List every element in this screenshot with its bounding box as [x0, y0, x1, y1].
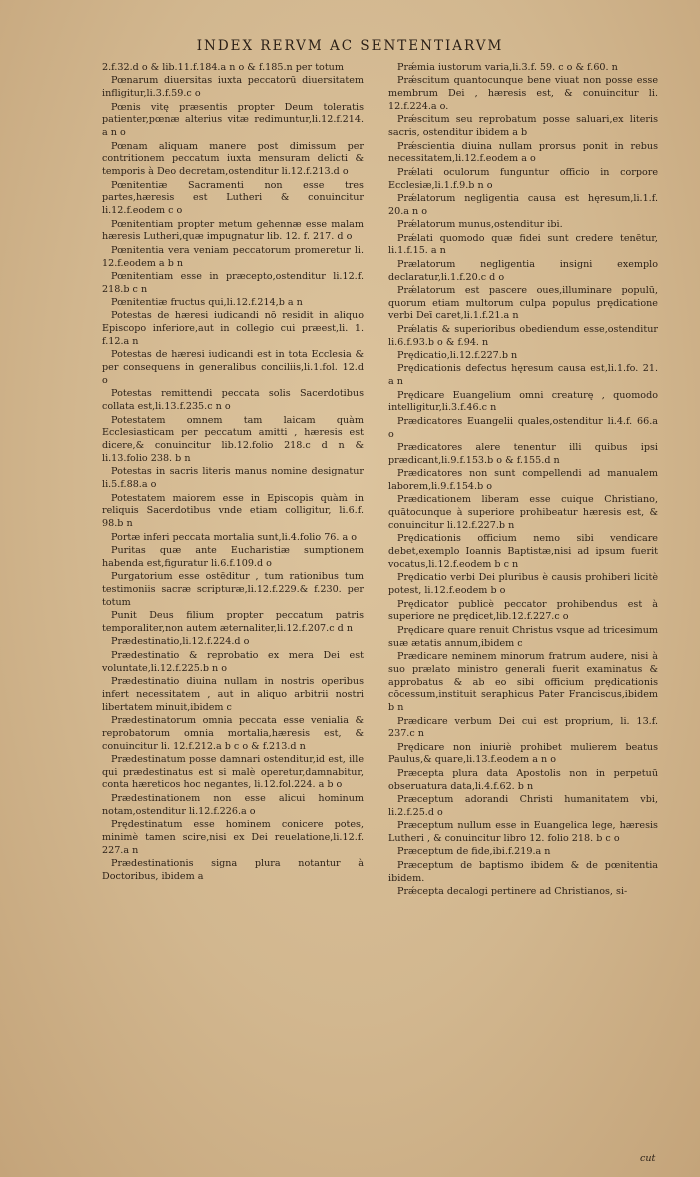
- index-entry: Prædestinatio & reprobatio ex mera Dei est voluntate,li.12.f.225.b n o: [102, 649, 364, 674]
- index-entry: Prędicare Euangelium omni creaturę , quomodo intelligitur,li.3.f.46.c n: [388, 389, 658, 414]
- index-entry: Prædicare verbum Dei cui est proprium, li. 13.f. 237.c n: [388, 715, 658, 740]
- index-entry: Prædestinatorum omnia peccata esse venialia & reprobatorum omnia mortalia,hæresis est, & conuincitur li. 12.f.212.a b c o & f.213.d n: [102, 714, 364, 752]
- index-entry: Prędicatio,li.12.f.227.b n: [397, 350, 518, 362]
- index-entry: Prǽscientia diuina nullam prorsus ponit in rebus necessitatem,li.12.f.eodem a o: [388, 140, 658, 165]
- index-entry: Prǽlati oculorum funguntur officio in corpore Ecclesiæ,li.1.f.9.b n o: [388, 166, 658, 191]
- index-entry: Purgatorium esse ostēditur , tum rationibus tum testimoniis sacræ scripturæ,li.12.f.229.& f.230. per totum: [102, 571, 364, 608]
- index-entry: Prędicatio verbi Dei pluribus è causis prohiberi licitè potest, li.12.f.eodem b o: [388, 572, 658, 597]
- index-entry: Pœnarum diuersitas iuxta peccatorū diuersitatem infligitur,li.3.f.59.c o: [102, 75, 364, 100]
- index-entry: Præceptum de fide,ibi.f.219.a n: [397, 846, 551, 858]
- index-entry: Portæ inferi peccata mortalia sunt,li.4.folio 76. a o: [111, 531, 358, 543]
- index-entry: Prædicatores non sunt compellendi ad manualem laborem,li.9.f.154.b o: [388, 468, 658, 492]
- index-entry: Prǽlatorum est pascere oues,illuminare populū, quorum etiam multorum culpa populus prędicatione verbi Deī caret,li.1.f.21.a n: [388, 284, 658, 322]
- index-entry: Puritas quæ ante Eucharistiæ sumptionem habenda est,figuratur li.6.f.109.d o: [102, 544, 364, 569]
- index-entry: Prǽlati quomodo quæ fidei sunt credere tenētur, li.1.f.15. a n: [388, 232, 658, 257]
- index-entry: Pœnitentiam propter metum gehennæ esse malam hæresis Lutheri,quæ impugnatur lib. 12. f. 217. d o: [102, 218, 364, 243]
- right-column: [388, 62, 658, 899]
- index-entry: Prędicator publicè peccator prohibendus est à superiore ne prędicet,lib.12.f.227.c o: [388, 598, 658, 623]
- index-entry: Prǽscitum quantocunque bene viuat non posse esse membrum Dei , hæresis est, & conuincitur li. 12.f.224.a o.: [388, 75, 658, 112]
- index-entry: Potestatem maiorem esse in Episcopis quàm in reliquis Sacerdotibus vnde etiam colligitur, li.6.f. 98.b n: [102, 492, 364, 530]
- index-entry: Prædestinatio diuina nullam in nostris operibus infert necessitatem , aut in aliquo arbitrii nostri libertatem minuit,ibidem c: [102, 675, 364, 713]
- index-entry: Pœnitentiæ Sacramenti non esse tres partes,hæresis est Lutheri & conuincitur li.12.f.eodem c o: [102, 179, 364, 217]
- index-entry: Prędicare non iniuriè prohibet mulierem beatus Paulus,& quare,li.13.f.eodem a n o: [388, 741, 658, 766]
- index-entry: Prǽlatorum munus,ostenditur ibi.: [397, 219, 563, 231]
- index-entry: Potestas de hæresi iudicandi est in tota Ecclesia & per consequens in generalibus conciliis,li.1.fol. 12.d o: [102, 349, 364, 387]
- index-entry: Prǽlatis & superioribus obediendum esse,ostenditur li.6.f.93.b o & f.94. n: [388, 323, 658, 348]
- index-entry: Præcepta plura data Apostolis non in perpetuū obseruatura data,li.4.f.62. b n: [388, 767, 658, 792]
- index-entry: Prædestinatio,li.12.f.224.d o: [111, 636, 250, 648]
- index-entry: Prædicare neminem minorum fratrum audere, nisi à suo prælato ministro generali fuerit examinatus & approbatus & ab eo sibi officium prędicationis cōcessum,instituit seraphicus Pater Franciscus,ibidem b n: [388, 650, 658, 714]
- index-entry: Prǽcepta decalogi pertinere ad Christianos, si-: [397, 886, 628, 898]
- index-entry: Prǽscitum seu reprobatum posse saluari,ex literis sacris, ostenditur ibidem a b: [388, 114, 658, 139]
- index-entry: Prædicationem liberam esse cuique Christiano, quātocunque à superiore prohibeatur hæresis est, & conuincitur li.12.f.227.b n: [388, 494, 658, 531]
- running-head: INDEX RERVM AC SENTENTIARVM: [196, 38, 504, 54]
- index-entry: Prælatorum negligentia insigni exemplo declaratur,li.1.f.20.c d o: [388, 258, 658, 283]
- index-entry: 2.f.32.d o & lib.11.f.184.a n o & f.185.n per totum: [102, 62, 344, 73]
- index-entry: Prædicatores Euangelii quales,ostenditur li.4.f. 66.a o: [388, 415, 658, 440]
- index-entry: Prædestinationem non esse alicui hominum notam,ostenditur li.12.f.226.a o: [102, 792, 364, 817]
- index-entry: Pœnam aliquam manere post dimissum per contritionem peccatum iuxta mensuram delicti & temporis à Deo decretam,ostenditur li.12.f.213.d o: [102, 140, 364, 178]
- index-entry: Potestas remittendi peccata solis Sacerdotibus collata est,li.13.f.235.c n o: [102, 388, 364, 413]
- index-entry: Prędicationis officium nemo sibi vendicare debet,exemplo Ioannis Baptistæ,nisi ad ipsum fuerit vocatus,li.12.f.eodem b c n: [388, 533, 658, 570]
- index-entry: Potestas de hæresi iudicandi nō residit in aliquo Episcopo inferiore,aut in collegio cui præest,li. 1. f.12.a n: [102, 310, 364, 348]
- index-entry: Prędicare quare renuit Christus vsque ad tricesimum suæ ætatis annum,ibidem c: [388, 624, 658, 649]
- index-entry: Prædicatores alere tenentur illi quibus ipsi prædicant,li.9.f.153.b o & f.155.d n: [388, 442, 658, 466]
- index-entry: Prædestinationis signa plura notantur à Doctoribus, ibidem a: [102, 858, 364, 882]
- index-entry: Potestatem omnem tam laicam quàm Ecclesiasticam per peccatum amitti , hæresis est dicere,& conuincitur lib.12.folio 218.c d n & li.13.folio 238. b n: [102, 414, 364, 465]
- index-entry: Pœnis vitę præsentis propter Deum toleratis patienter,pœnæ alterius vitæ redimuntur,li.12.f.214. a n o: [102, 101, 364, 139]
- index-entry: Præceptum nullum esse in Euangelica lege, hæresis Lutheri , & conuincitur libro 12. folio 218. b c o: [388, 820, 658, 845]
- index-entry: Punit Deus filium propter peccatum patris temporaliter,non autem æternaliter,li.12.f.207.c d n: [102, 610, 364, 634]
- index-entry: Præceptum adorandi Christi humanitatem vbi, li.2.f.25.d o: [388, 794, 658, 818]
- catchword: cut: [640, 1153, 656, 1164]
- index-entry: Prǽmia iustorum varia,li.3.f. 59. c o & f.60. n: [397, 62, 618, 73]
- index-entry: Prǽlatorum negligentia causa est hęresum,li.1.f. 20.a n o: [388, 192, 658, 217]
- index-entry: Pœnitentiæ fructus qui,li.12.f.214,b a n: [111, 297, 303, 309]
- index-entry: Prædestinatum posse damnari ostenditur,id est, ille qui prædestinatus est si malè operetur,damnabitur, conta hæreticos hoc negantes, li.12.fol.224. a b o: [102, 753, 364, 791]
- index-entry: Prędestinatum esse hominem conicere potes, minimè tamen scire,nisi ex Dei reuelatione,li.12.f. 227.a n: [102, 819, 364, 856]
- index-entry: Pœnitentia vera veniam peccatorum promeretur li. 12.f.eodem a b n: [102, 244, 364, 269]
- index-entry: Prędicationis defectus hęresum causa est,li.1.fo. 21. a n: [388, 363, 658, 388]
- index-entry: Præceptum de baptismo ibidem & de pœnitentia ibidem.: [388, 859, 658, 884]
- index-entry: Potestas in sacris literis manus nomine designatur li.5.f.88.a o: [102, 466, 364, 491]
- index-entry: Pœnitentiam esse in præcepto,ostenditur li.12.f. 218.b c n: [102, 270, 364, 295]
- left-column: [102, 62, 364, 884]
